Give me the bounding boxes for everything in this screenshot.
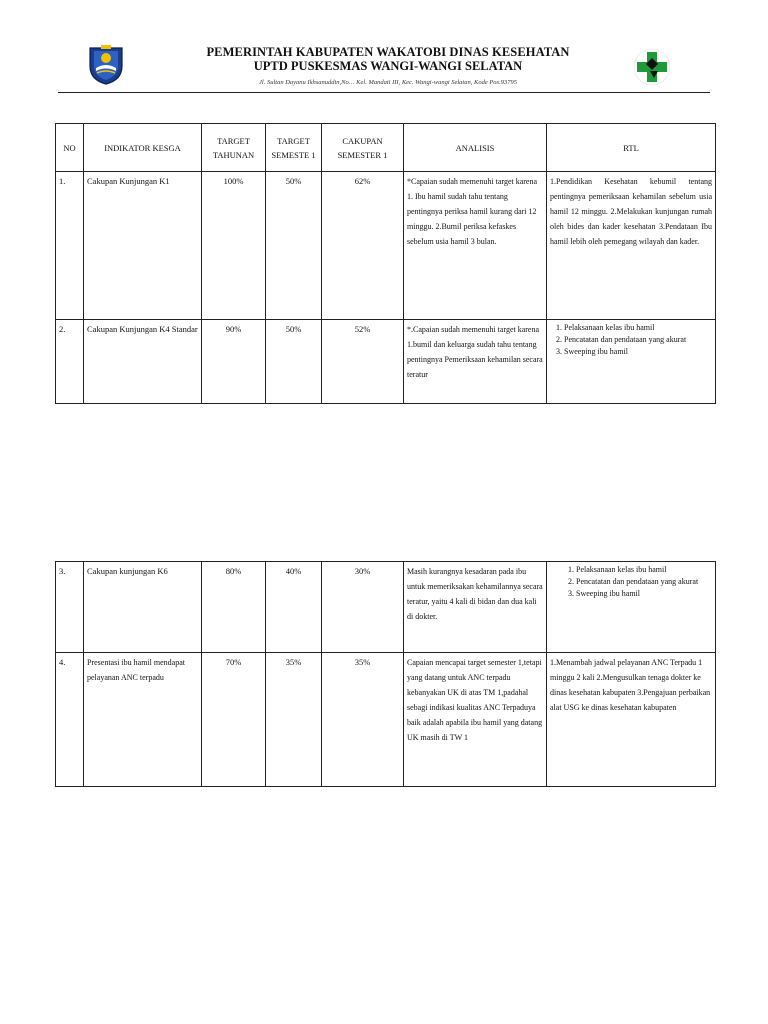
cell-cakupan: 52% xyxy=(322,320,404,404)
cell-analisis: *.Capaian sudah memenuhi target karena 1.bumil dan keluarga sudah tahu tentang pentingnya Pemeriksaan kehamilan secara teratur xyxy=(404,320,547,404)
col-header-target-semester-line2: SEMESTE 1 xyxy=(271,149,316,160)
cell-indikator: Presentasi ibu hamil mendapat pelayanan ANC terpadu xyxy=(84,653,202,787)
cell-target-semester: 50% xyxy=(266,320,322,404)
cell-rtl: 1.Menambah jadwal pelayanan ANC Terpadu 1 minggu 2 kali 2.Mengusulkan tenaga dokter ke dinas kesehatan kabupaten 3.Pengajuan perbaikan alat USG ke dinas kesehatan kabupaten xyxy=(547,653,716,787)
list-item: 3. Sweeping ibu hamil xyxy=(564,346,712,358)
cell-no: 2. xyxy=(56,320,84,404)
cell-no: 3. xyxy=(56,562,84,653)
cell-indikator: Cakupan Kunjungan K1 xyxy=(84,172,202,320)
col-header-rtl: RTL xyxy=(547,124,716,172)
cell-target-semester: 50% xyxy=(266,172,322,320)
table-header-row xyxy=(56,124,716,172)
col-header-target-tahunan xyxy=(202,124,266,172)
list-item: 2. Pencatatan dan pendataan yang akurat xyxy=(564,334,712,346)
cell-rtl xyxy=(547,320,716,404)
cell-no: 1. xyxy=(56,172,84,320)
cell-target-tahunan: 100% xyxy=(202,172,266,320)
cell-target-semester: 35% xyxy=(266,653,322,787)
evaluation-table-2 xyxy=(55,561,716,787)
cell-target-semester: 40% xyxy=(266,562,322,653)
letterhead-title-line1: PEMERINTAH KABUPATEN WAKATOBI DINAS KESEHATAN xyxy=(206,45,570,59)
letterhead-address: Jl. Sultan Dayanu Ikhsanuddin,No… Kel. Mandati III, Kec. Wangi-wangi Selatan, Kode Pos.93795 xyxy=(259,79,517,86)
list-item: 1. Pelaksanaan kelas ibu hamil xyxy=(564,322,712,334)
list-item: 1. Pelaksanaan kelas ibu hamil xyxy=(576,564,712,576)
letterhead-rule xyxy=(58,92,710,93)
col-header-cakupan xyxy=(322,124,404,172)
cell-indikator: Cakupan kunjungan K6 xyxy=(84,562,202,653)
col-header-target-semester-line1: TARGET xyxy=(277,135,310,146)
cell-rtl: 1.Pendidikan Kesehatan kebumil tentang pentingnya pemeriksaan kehamilan sebelum usia hamil 12 minggu. 2.Melakukan kunjungan rumah oleh bides dan kader kesehatan 3.Pendataan Ibu hamil lebih oleh pemegang wilayah dan kader. xyxy=(547,172,716,320)
evaluation-table-1 xyxy=(55,123,716,404)
table-row xyxy=(56,653,716,787)
col-header-target-semester xyxy=(266,124,322,172)
list-item: 3. Sweeping ibu hamil xyxy=(576,588,712,600)
wakatobi-regency-emblem-icon xyxy=(84,42,128,86)
puskesmas-cross-icon xyxy=(632,47,672,87)
letterhead-title-line2: UPTD PUSKESMAS WANGI-WANGI SELATAN xyxy=(253,59,523,73)
cell-target-tahunan: 80% xyxy=(202,562,266,653)
table-row xyxy=(56,562,716,653)
cell-indikator: Cakupan Kunjungan K4 Standar xyxy=(84,320,202,404)
col-header-indikator: INDIKATOR KESGA xyxy=(84,124,202,172)
cell-analisis: *Capaian sudah memenuhi target karena 1. Ibu hamil sudah tahu tentang pentingnya periksa hamil kurang dari 12 minggu. 2.Bumil periksa kefaskes sebelum usia hamil 3 bulan. xyxy=(404,172,547,320)
col-header-analisis: ANALISIS xyxy=(404,124,547,172)
cell-no: 4. xyxy=(56,653,84,787)
col-header-target-tahunan-line1: TARGET xyxy=(217,135,250,146)
cell-target-tahunan: 90% xyxy=(202,320,266,404)
cell-analisis: Capaian mencapai target semester 1,tetapi yang datang untuk ANC terpadu kebanyakan UK di atas TM 1,padahal sebagi indikasi kualitas ANC Terpaduya baik adalah apabila ibu hamil yang datang UK masih di TW 1 xyxy=(404,653,547,787)
cell-target-tahunan: 70% xyxy=(202,653,266,787)
col-header-no: NO xyxy=(56,124,84,172)
rtl-list xyxy=(550,564,712,600)
cell-cakupan: 30% xyxy=(322,562,404,653)
col-header-cakupan-line2: SEMESTER 1 xyxy=(337,149,388,160)
table-row xyxy=(56,320,716,404)
cell-cakupan: 35% xyxy=(322,653,404,787)
cell-analisis: Masih kurangnya kesadaran pada ibu untuk memeriksakan kehamilannya secara teratur, yaitu 4 kali di bidan dan dua kali di dokter. xyxy=(404,562,547,653)
table-row xyxy=(56,172,716,320)
cell-cakupan: 62% xyxy=(322,172,404,320)
letterhead xyxy=(0,0,768,100)
cell-rtl xyxy=(547,562,716,653)
list-item: 2. Pencatatan dan pendataan yang akurat xyxy=(576,576,712,588)
col-header-cakupan-line1: CAKUPAN xyxy=(342,135,383,146)
col-header-target-tahunan-line2: TAHUNAN xyxy=(212,149,255,160)
rtl-list xyxy=(550,322,712,358)
